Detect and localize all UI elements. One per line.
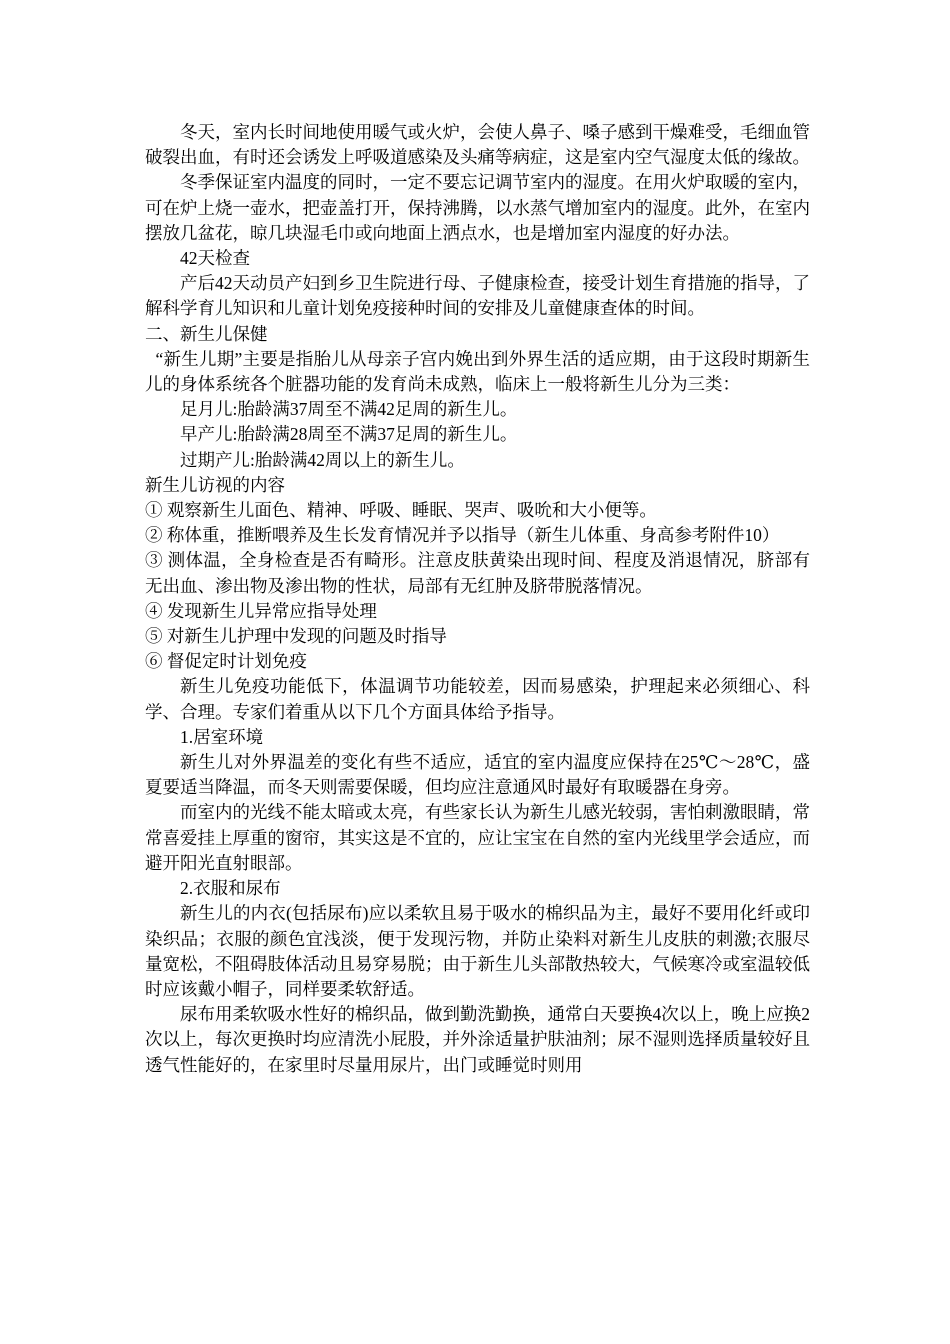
paragraph-newborn-period: “新生儿期”主要是指胎儿从母亲子宫内娩出到外界生活的适应期，由于这段时期新生儿的身体系统各个脏器功能的发育尚未成熟，临床上一般将新生儿分为三类：: [145, 348, 810, 395]
paragraph-winter-humidity: 冬季保证室内温度的同时，一定不要忘记调节室内的湿度。在用火炉取暖的室内，可在炉上烧一壶水，把壶盖打开，保持沸腾，以水蒸气增加室内的湿度。此外，在室内摆放几盆花，晾几块湿毛巾或向地面上洒点水，也是增加室内湿度的好办法。: [145, 172, 810, 243]
list-item-visit-3: ③ 测体温，全身检查是否有畸形。注意皮肤黄染出现时间、程度及消退情况，脐部有无出血、渗出物及渗出物的性状，局部有无红肿及脐带脱落情况。: [145, 550, 810, 596]
paragraph-42-day-check: 产后42天动员产妇到乡卫生院进行母、子健康检查，接受计划生育措施的指导，了解科学育儿知识和儿童计划免疫接种时间的安排及儿童健康查体的时间。: [145, 273, 810, 319]
list-item-visit-2: ② 称体重，推断喂养及生长发育情况并予以指导（新生儿体重、身高参考附件10）: [145, 525, 780, 546]
paragraph-room-temperature: 新生儿对外界温差的变化有些不适应，适宜的室内温度应保持在25℃～28℃，盛夏要适当降温，而冬天则需要保暖，但均应注意通风时最好有取暖器在身旁。: [145, 752, 810, 798]
document-body: [145, 120, 810, 1078]
list-item-postterm-baby: 过期产儿:胎龄满42周以上的新生儿。: [180, 449, 465, 470]
heading-newborn-visit: 新生儿访视的内容: [145, 474, 285, 495]
list-item-preterm-baby: 早产儿:胎龄满28周至不满37足周的新生儿。: [180, 424, 518, 445]
paragraph-immunity: 新生儿免疫功能低下，体温调节功能较差，因而易感染，护理起来必须细心、科学、合理。专家们着重从以下几个方面具体给予指导。: [145, 676, 810, 722]
list-item-term-baby: 足月儿:胎龄满37周至不满42足周的新生儿。: [180, 399, 518, 420]
paragraph-room-light: 而室内的光线不能太暗或太亮，有些家长认为新生儿感光较弱，害怕刺激眼睛，常常喜爱挂上厚重的窗帘，其实这是不宜的，应让宝宝在自然的室内光线里学会适应，而避开阳光直射眼部。: [145, 802, 810, 873]
paragraph-winter-dry: 冬天，室内长时间地使用暖气或火炉，会使人鼻子、嗓子感到干燥难受，毛细血管破裂出血，有时还会诱发上呼吸道感染及头痛等病症，这是室内空气湿度太低的缘故。: [145, 122, 810, 168]
heading-newborn-care: 二、新生儿保健: [145, 323, 268, 344]
heading-42-day-check: 42天检查: [180, 248, 250, 269]
heading-room-environment: 1.居室环境: [180, 726, 264, 747]
list-item-visit-6: ⑥ 督促定时计划免疫: [145, 651, 307, 672]
paragraph-diapers: 尿布用柔软吸水性好的棉织品，做到勤洗勤换，通常白天要换4次以上，晚上应换2次以上，每次更换时均应清洗小屁股，并外涂适量护肤油剂；尿不湿则选择质量较好且透气性能好的，在家里时尽量用尿片，出门或睡觉时则用: [145, 1004, 810, 1075]
list-item-visit-5: ⑤ 对新生儿护理中发现的问题及时指导: [145, 626, 447, 647]
list-item-visit-4: ④ 发现新生儿异常应指导处理: [145, 600, 377, 621]
list-item-visit-1: ① 观察新生儿面色、精神、呼吸、睡眠、哭声、吸吮和大小便等。: [145, 500, 657, 521]
paragraph-clothes: 新生儿的内衣(包括尿布)应以柔软且易于吸水的棉织品为主，最好不要用化纤或印染织品；衣服的颜色宜浅淡，便于发现污物，并防止染料对新生儿皮肤的刺激;衣服尽量宽松，不阻碍肢体活动且易穿易脱；由于新生儿头部散热较大，气候寒冷或室温较低时应该戴小帽子，同样要柔软舒适。: [145, 903, 810, 999]
heading-clothes-diapers: 2.衣服和尿布: [180, 878, 281, 899]
